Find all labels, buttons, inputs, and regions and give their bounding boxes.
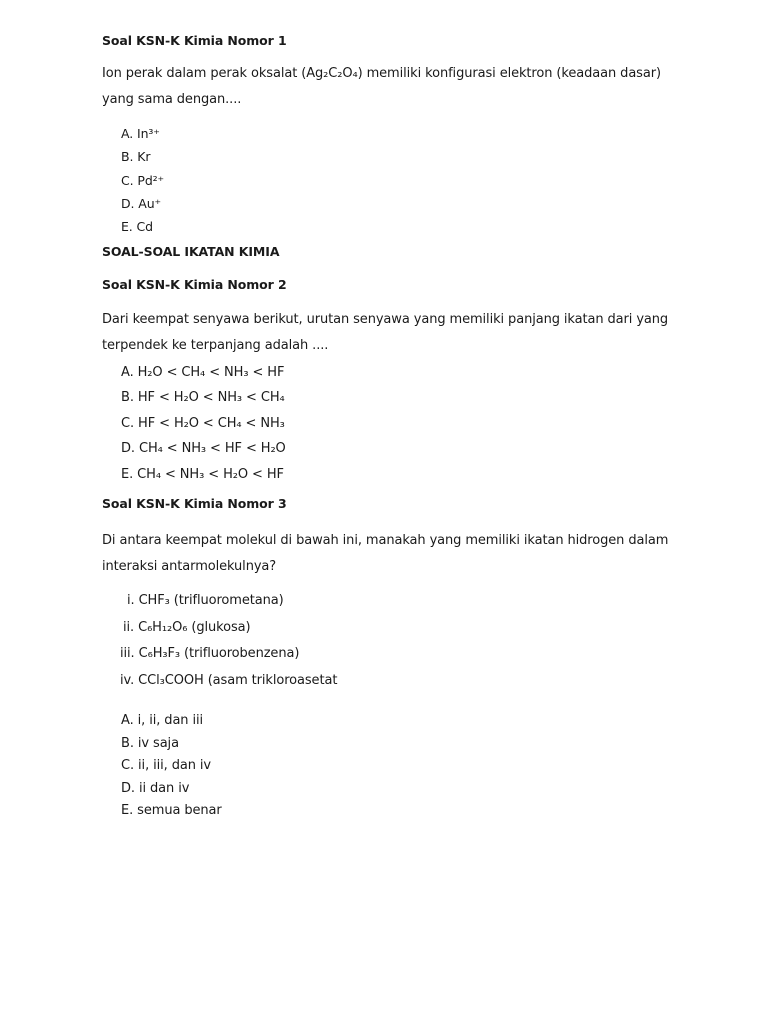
question-1-stem: Ion perak dalam perak oksalat (Ag₂C₂O₄) memiliki konfigurasi elektron (keadaan dasar) yang sama dengan.... [102,66,661,107]
question-3-title: Soal KSN-K Kimia Nomor 3 [102,496,287,511]
option-a: A. In³⁺ [121,126,160,141]
question-3-options [121,710,701,823]
item-i: i. CHF₃ (trifluorometana) [127,593,284,608]
option-e: E. CH₄ < NH₃ < H₂O < HF [121,466,284,482]
option-e: E. semua benar [121,803,222,819]
section-title: SOAL-SOAL IKATAN KIMIA [102,244,280,259]
option-b: B. iv saja [121,735,179,751]
question-3-items [120,588,700,694]
option-c: C. HF < H₂O < CH₄ < NH₃ [121,415,285,431]
option-a: A. H₂O < CH₄ < NH₃ < HF [121,365,285,380]
option-c: C. ii, iii, dan iv [121,758,212,774]
question-2-title: Soal KSN-K Kimia Nomor 2 [102,277,287,292]
item-iv: iv. CCl₃COOH (asam trikloroasetat [120,672,338,688]
question-3-stem: Di antara keempat molekul di bawah ini, manakah yang memiliki ikatan hidrogen dalam interaksi antarmolekulnya? [102,533,669,574]
option-d: D. CH₄ < NH₃ < HF < H₂O [121,441,286,457]
item-iii: iii. C₆H₃F₃ (trifluorobenzena) [120,646,300,661]
option-b: B. HF < H₂O < NH₃ < CH₄ [121,390,285,406]
question-1-title: Soal KSN-K Kimia Nomor 1 [102,33,287,48]
option-e: E. Cd [121,219,154,235]
option-a: A. i, ii, dan iii [121,713,204,728]
option-c: C. Pd²⁺ [121,172,165,188]
option-b: B. Kr [121,149,151,165]
question-1-options [121,122,701,238]
question-2-options [121,360,701,487]
question-2-stem: Dari keempat senyawa berikut, urutan senyawa yang memiliki panjang ikatan dari yang terpendek ke terpanjang adalah .... [102,312,669,353]
option-d: D. Au⁺ [121,195,162,211]
item-ii: ii. C₆H₁₂O₆ (glukosa) [123,619,251,635]
option-d: D. ii dan iv [121,780,190,796]
